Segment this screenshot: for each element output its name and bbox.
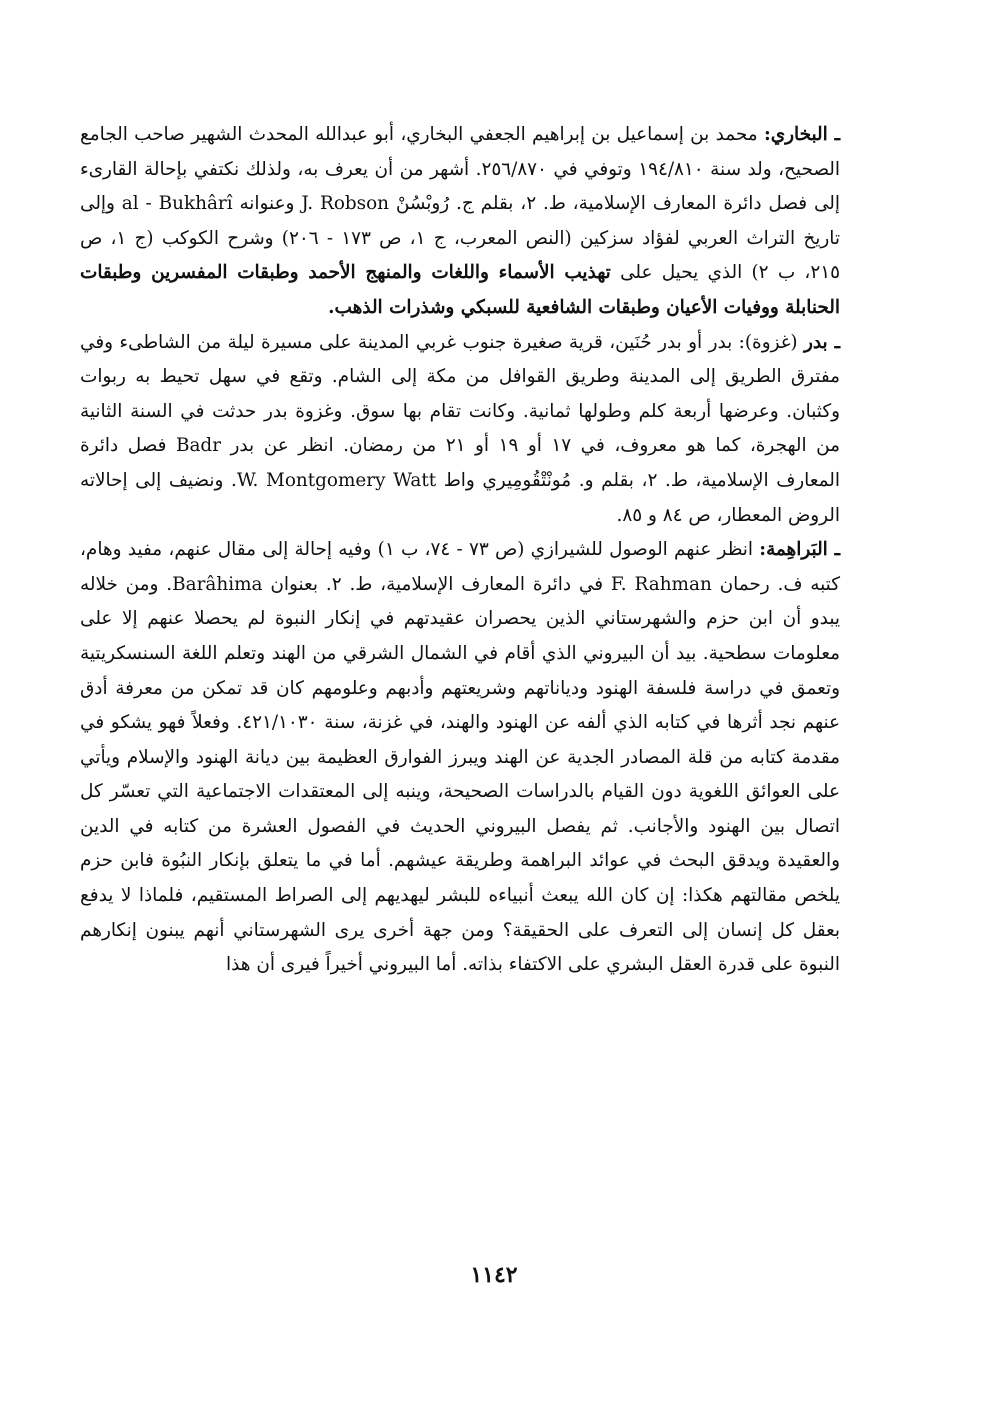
page-number: ١١٤٢ [470,1262,518,1288]
document-page [80,118,840,1318]
entry-body: (غزوة): بدر أو بدر حُنَين، قرية صغيرة جنوب غربي المدينة على مسيرة ليلة من الشاطىء وفي مفترق الطريق إلى المدينة وطريق القوافل من مكة إلى الشام. وتقع في سهل تحيط به ربوات وكثبان. وعرضها أربعة كلم وطولها ثمانية. وكانت تقام بها سوق. وغزوة بدر حدثت في السنة الثانية من الهجرة، كما هو معروف، في ١٧ أو ١٩ أو ٢١ من رمضان. انظر عن بدر Badr فصل دائرة المعارف الإسلامية، ط. ٢، بقلم و. مُونْتْقُومِيري واط W. Montgomery Watt. ونضيف إلى إحالاته الروض المعطار، ص ٨٤ و ٨٥. [80,331,841,526]
entry-barahima: ـ البَراهِمة: انظر عنهم الوصول للشيرازي (ص ٧٣ - ٧٤، ب ١) وفيه إحالة إلى مقال عنهم، مفيد وهام، كتبه ف. رحمان F. Rahman في دائرة المعارف الإسلامية، ط. ٢. بعنوان Barâhima. ومن خلاله يبدو أن ابن حزم والشهرستاني الذين يحصران عقيدتهم في إنكار النبوة لم يحصلا عنهم إلا على معلومات سطحية. بيد أن البيروني الذي أقام في الشمال الشرقي من الهند وتعلم اللغة السنسكريتية وتعمق في دراسة فلسفة الهنود ودياناتهم وشريعتهم وأدبهم وعلومهم كان قد تمكن من معرفة أدق عنهم نجد أثرها في كتابه الذي ألفه عن الهنود والهند، في غزنة، سنة ٤٢١/١٠٣٠. وفعلاً فهو يشكو في مقدمة كتابه من قلة المصادر الجدية عن الهند ويبرز الفوارق العظيمة بين ديانة الهنود والإسلام ويأتي على العوائق اللغوية دون القيام بالدراسات الصحيحة، وينبه إلى المعتقدات الاجتماعية التي تعسّر كل اتصال بين الهنود والأجانب. ثم يفصل البيروني الحديث في الفصول العشرة من كتابه في الدين والعقيدة ويدقق البحث في عوائد البراهمة وطريقة عيشهم. أما في ما يتعلق بإنكار النبُوة فابن حزم يلخص مقالتهم هكذا: إن كان الله يبعث أنبياءه للبشر ليهديهم إلى الصراط المستقيم، فلماذا لا يدفع بعقل كل إنسان إلى التعرف على الحقيقة؟ ومن جهة أخرى يرى الشهرستاني أنهم يبنون إنكارهم النبوة على قدرة العقل البشري على الاكتفاء بذاته. أما البيروني أخيراً فيرى أن هذا [80,539,840,976]
entry-heading: البخاري: [763,124,828,145]
entry-heading: بدر [803,331,828,353]
entry-heading: البَراهِمة: [759,539,828,561]
entry-bukhari: ـ البخاري: محمد بن إسماعيل بن إبراهيم الجعفي البخاري، أبو عبدالله المحدث الشهير صاحب الجامع الصحيح، ولد سنة ١٩٤/٨١٠ وتوفي في ٢٥٦/٨٧٠. أشهر من أن يعرف به، ولذلك نكتفي بإحالة القارىء إلى فصل دائرة المعارف الإسلامية، ط. ٢، بقلم ج. رُوبْسُنْ J. Robson وعنوانه al - Bukhârî وإلى تاريخ التراث العربي لفؤاد سزكين (النص المعرب، ج ١، ص ١٧٣ - ٢٠٦) وشرح الكوكب (ج ١، ص ٢١٥، ب ٢) الذي يحيل على تهذيب الأسماء واللغات والمنهج الأحمد وطبقات المفسرين وطبقات الحنابلة ووفيات الأعيان وطبقات الشافعية للسبكي وشذرات الذهب. [80,124,840,318]
entry-body: انظر عنهم الوصول للشيرازي (ص ٧٣ - ٧٤، ب ١) وفيه إحالة إلى مقال عنهم، مفيد وهام، كتبه ف. رحمان F. Rahman في دائرة المعارف الإسلامية، ط. ٢. بعنوان Barâhima. ومن خلاله يبدو أن ابن حزم والشهرستاني الذين يحصران عقيدتهم في إنكار النبوة لم يحصلا عنهم إلا على معلومات سطحية. بيد أن البيروني الذي أقام في الشمال الشرقي من الهند وتعلم اللغة السنسكريتية وتعمق في دراسة فلسفة الهنود ودياناتهم وشريعتهم وأدبهم وعلومهم كان قد تمكن من معرفة أدق عنهم نجد أثرها في كتابه الذي ألفه عن الهنود والهند، في غزنة، سنة ٤٢١/١٠٣٠. وفعلاً فهو يشكو في مقدمة كتابه من قلة المصادر الجدية عن الهند ويبرز الفوارق العظيمة بين ديانة الهنود والإسلام ويأتي على العوائق اللغوية دون القيام بالدراسات الصحيحة، وينبه إلى المعتقدات الاجتماعية التي تعسّر كل اتصال بين الهنود والأجانب. ثم يفصل البيروني الحديث في الفصول العشرة من كتابه في الدين والعقيدة ويدقق البحث في عوائد البراهمة وطريقة عيشهم. أما في ما يتعلق بإنكار النبُوة فابن حزم يلخص مقالتهم هكذا: إن كان الله يبعث أنبياءه للبشر ليهديهم إلى الصراط المستقيم، فلماذا لا يدفع بعقل كل إنسان إلى التعرف على الحقيقة؟ ومن جهة أخرى يرى الشهرستاني أنهم يبنون إنكارهم النبوة على قدرة العقل البشري على الاكتفاء بذاته. أما البيروني أخيراً فيرى أن هذا [80,539,840,976]
entry-body: محمد بن إسماعيل بن إبراهيم الجعفي البخاري، أبو عبدالله المحدث الشهير صاحب الجامع الصحيح، ولد سنة ١٩٤/٨١٠ وتوفي في ٢٥٦/٨٧٠. أشهر من أن يعرف به، ولذلك نكتفي بإحالة القارىء إلى فصل دائرة المعارف الإسلامية، ط. ٢، بقلم ج. رُوبْسُنْ J. Robson وعنوانه al - Bukhârî وإلى تاريخ التراث العربي لفؤاد سزكين (النص المعرب، ج ١، ص ١٧٣ - ٢٠٦) وشرح الكوكب (ج ١، ص ٢١٥، ب ٢) الذي يحيل على [80,124,840,284]
entry-badr: ـ بدر (غزوة): بدر أو بدر حُنَين، قرية صغيرة جنوب غربي المدينة على مسيرة ليلة من الشاطىء وفي مفترق الطريق إلى المدينة وطريق القوافل من مكة إلى الشام. وتقع في سهل تحيط به ربوات وكثبان. وعرضها أربعة كلم وطولها ثمانية. وكانت تقام بها سوق. وغزوة بدر حدثت في السنة الثانية من الهجرة، كما هو معروف، في ١٧ أو ١٩ أو ٢١ من رمضان. انظر عن بدر Badr فصل دائرة المعارف الإسلامية، ط. ٢، بقلم و. مُونْتْقُومِيري واط W. Montgomery Watt. ونضيف إلى إحالاته الروض المعطار، ص ٨٤ و ٨٥. [80,331,841,526]
entry-references: تهذيب الأسماء واللغات والمنهج الأحمد وطبقات المفسرين وطبقات الحنابلة ووفيات الأعيان وطبقات الشافعية للسبكي وشذرات الذهب. [80,262,840,318]
